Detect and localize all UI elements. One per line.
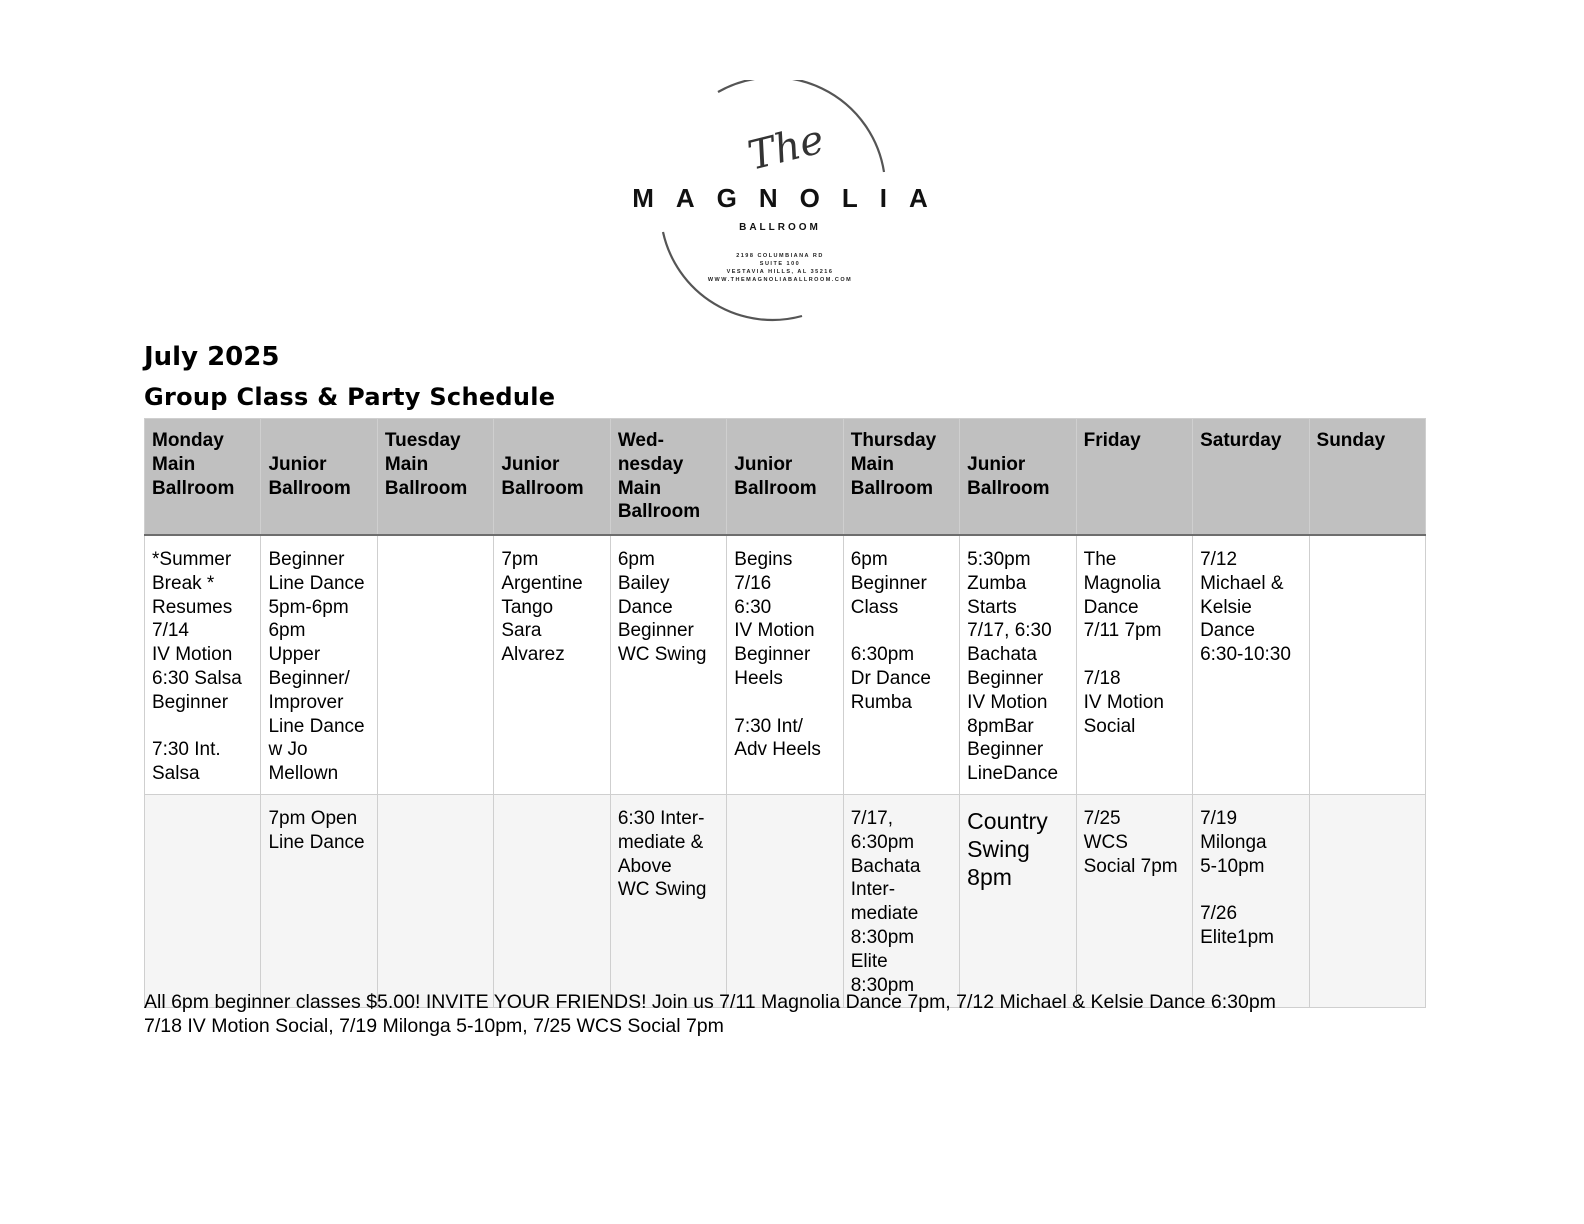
table-cell <box>1076 535 1192 795</box>
cell-text: 7/17, 6:30pm Bachata Inter- mediate 8:30pm Elite 8:30pm <box>850 808 921 996</box>
header-label: Monday Main Ballroom <box>152 430 235 499</box>
header-label: Junior Ballroom <box>734 453 817 499</box>
logo-address-line1: 2198 COLUMBIANA RD <box>736 253 824 259</box>
cell-text: The Magnolia Dance 7/11 7pm 7/18 IV Motion Social <box>1083 549 1164 737</box>
cell-text: Beginner Line Dance 5pm-6pm 6pm Upper Beginner/ Improver Line Dance w Jo Mellown <box>268 549 365 785</box>
table-cell <box>494 795 610 1008</box>
table-cell <box>960 535 1076 795</box>
cell-text: 7pm Argentine Tango Sara Alvarez <box>501 549 583 666</box>
logo-address-line3: VESTAVIA HILLS, AL 35216 <box>726 269 834 275</box>
schedule-table <box>144 418 1426 1008</box>
table-cell <box>261 795 377 1008</box>
header-friday <box>1076 419 1192 536</box>
header-thursday-junior <box>960 419 1076 536</box>
table-cell <box>843 795 959 1008</box>
header-wednesday-main <box>610 419 726 536</box>
schedule-title: Group Class & Party Schedule <box>144 383 556 411</box>
cell-text: 7/19 Milonga 5-10pm 7/26 Elite1pm <box>1200 808 1274 948</box>
table-cell <box>960 795 1076 1008</box>
cell-text: 5:30pm Zumba Starts 7/17, 6:30 Bachata Beginner IV Motion 8pmBar Beginner LineDance <box>967 549 1059 785</box>
header-tuesday-junior <box>494 419 610 536</box>
cell-text: *Summer Break * Resumes 7/14 IV Motion 6:30 Salsa Beginner 7:30 Int. Salsa <box>152 549 242 785</box>
header-label: Sunday <box>1316 430 1386 451</box>
table-cell <box>1076 795 1192 1008</box>
header-label: Junior Ballroom <box>967 453 1050 499</box>
logo-name: MAGNOLIA <box>632 183 950 213</box>
header-tuesday-main <box>377 419 493 536</box>
header-saturday <box>1193 419 1309 536</box>
logo-script-the: The <box>743 116 829 180</box>
table-cell <box>377 795 493 1008</box>
table-cell <box>1309 535 1425 795</box>
header-label: Junior Ballroom <box>501 453 584 499</box>
header-label: Saturday <box>1200 430 1282 451</box>
footer-note: All 6pm beginner classes $5.00! INVITE YOUR FRIENDS! Join us 7/11 Magnolia Dance 7pm, 7/12 Michael & Kelsie Dance 6:30pm 7/18 IV Motion Social, 7/19 Milonga 5-10pm, 7/25 WCS Social 7pm <box>144 991 1276 1037</box>
table-header-row <box>145 419 1426 536</box>
cell-text: 6:30 Inter- mediate & Above WC Swing <box>617 808 707 901</box>
logo-address <box>700 252 860 284</box>
header-wednesday-junior <box>727 419 843 536</box>
table-cell <box>727 535 843 795</box>
table-cell <box>727 795 843 1008</box>
header-thursday-main <box>843 419 959 536</box>
cell-text: 6pm Bailey Dance Beginner WC Swing <box>617 549 707 666</box>
cell-text: 7pm Open Line Dance <box>268 808 365 853</box>
header-label: Junior Ballroom <box>268 453 351 499</box>
magnolia-ballroom-logo <box>600 80 960 330</box>
header-sunday <box>1309 419 1425 536</box>
table-cell <box>843 535 959 795</box>
schedule-month: July 2025 <box>144 342 280 372</box>
header-label: Tuesday Main Ballroom <box>384 430 468 499</box>
table-cell <box>610 795 726 1008</box>
table-cell <box>1193 535 1309 795</box>
cell-text: Country Swing 8pm <box>967 808 1048 890</box>
table-cell <box>145 535 261 795</box>
table-cell <box>1193 795 1309 1008</box>
table-cell <box>377 535 493 795</box>
header-label: Thursday Main Ballroom <box>850 430 937 499</box>
cell-text: Begins 7/16 6:30 IV Motion Beginner Heels 7:30 Int/ Adv Heels <box>734 549 821 761</box>
table-cell <box>145 795 261 1008</box>
logo-website: WWW.THEMAGNOLIABALLROOM.COM <box>707 277 853 283</box>
cell-text: 7/12 Michael & Kelsie Dance 6:30-10:30 <box>1200 549 1291 666</box>
logo-address-line2: SUITE 100 <box>759 261 801 267</box>
table-cell <box>261 535 377 795</box>
header-monday-junior <box>261 419 377 536</box>
header-monday-main <box>145 419 261 536</box>
logo-subtitle: BALLROOM <box>739 222 821 233</box>
table-row <box>145 795 1426 1008</box>
table-row <box>145 535 1426 795</box>
table-cell <box>610 535 726 795</box>
table-cell <box>494 535 610 795</box>
header-label: Wed- nesday Main Ballroom <box>617 430 701 523</box>
cell-text: 6pm Beginner Class 6:30pm Dr Dance Rumba <box>850 549 931 713</box>
table-cell <box>1309 795 1425 1008</box>
header-label: Friday <box>1083 430 1141 451</box>
cell-text: 7/25 WCS Social 7pm <box>1083 808 1178 877</box>
